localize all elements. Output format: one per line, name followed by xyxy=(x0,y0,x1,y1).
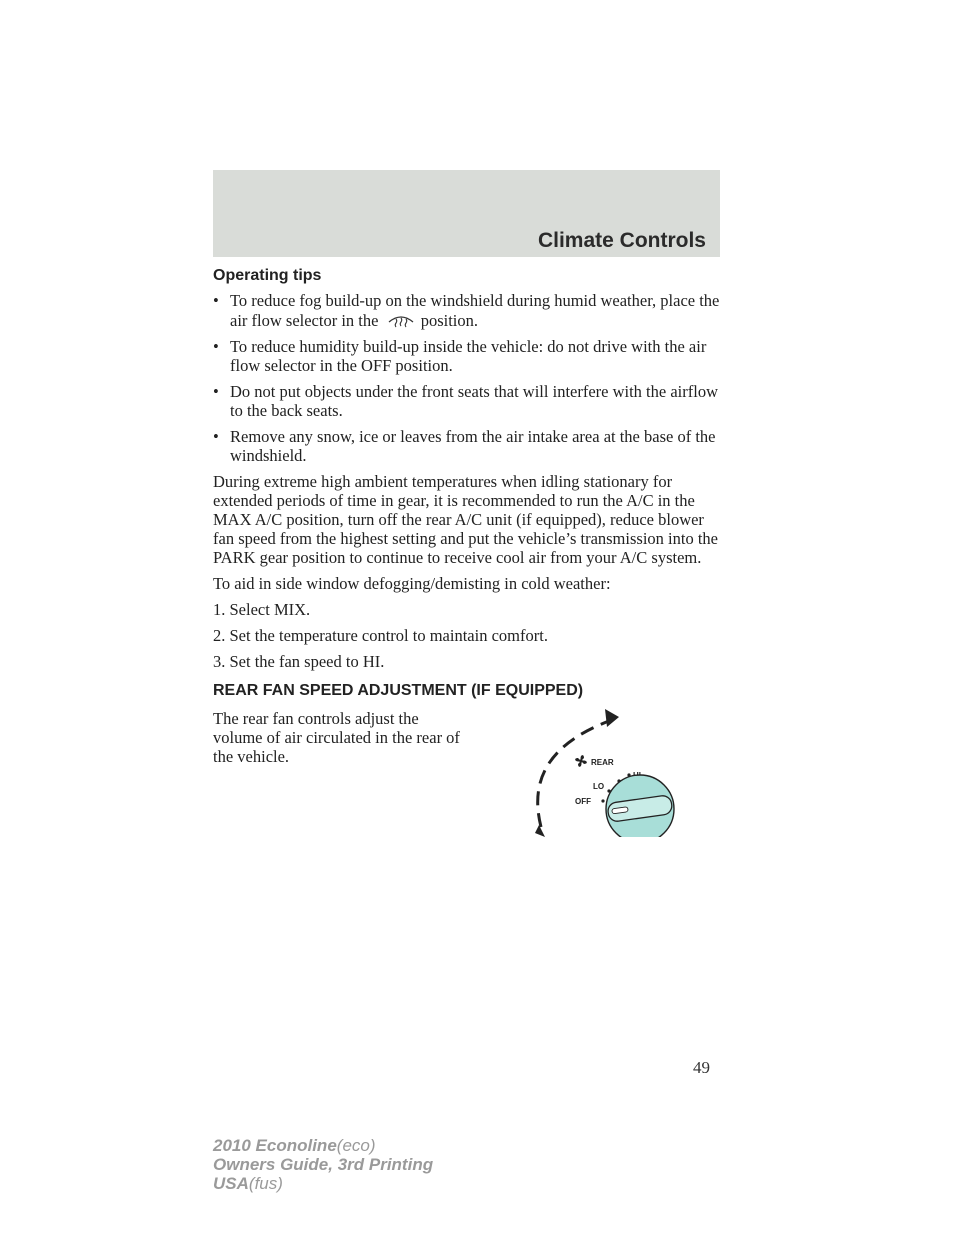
rear-fan-knob-illustration xyxy=(531,707,691,837)
fan-icon xyxy=(575,755,587,767)
footer: 2010 Econoline(eco) Owners Guide, 3rd Printing USA(fus) xyxy=(213,1136,434,1193)
page-content xyxy=(213,266,723,849)
rotation-arrow-arc xyxy=(538,721,609,827)
section-title: Climate Controls xyxy=(537,229,706,252)
section-header-band xyxy=(213,170,720,257)
operating-tips-heading: Operating tips xyxy=(213,267,322,284)
list-item: • To reduce humidity build-up inside the vehicle: do not drive with the air flow selector in the OFF position. xyxy=(213,337,723,375)
step-3: 3. Set the fan speed to HI. xyxy=(213,652,385,671)
list-item: • To reduce fog build-up on the windshield during humid weather, place the air flow selector in the position. xyxy=(213,291,723,330)
rotation-arrow-head xyxy=(605,709,619,727)
list-item: • Remove any snow, ice or leaves from the air intake area at the base of the windshield. xyxy=(213,427,723,465)
step-1: 1. Select MIX. xyxy=(213,600,311,619)
rear-fan-description: The rear fan controls adjust the volume of air circulated in the rear of the vehicle. xyxy=(213,709,460,766)
knob-label-rear: REAR xyxy=(591,758,614,767)
tips-list xyxy=(213,291,723,465)
defog-paragraph: To aid in side window defogging/demisting in cold weather: xyxy=(213,574,611,593)
rear-fan-heading: REAR FAN SPEED ADJUSTMENT (IF EQUIPPED) xyxy=(213,682,584,699)
knob-label-off: OFF xyxy=(575,797,591,806)
defrost-icon xyxy=(385,310,417,328)
rear-fan-section xyxy=(213,709,723,849)
list-item: • Do not put objects under the front seats that will interfere with the airflow to the back seats. xyxy=(213,382,723,420)
knob-label-lo: LO xyxy=(593,782,605,791)
extreme-temperature-paragraph: During extreme high ambient temperatures when idling stationary for extended periods of time in gear, it is recommended to run the A/C in the MAX A/C position, turn off the rear A/C unit (if equipped), reduce blower fan speed from the highest setting and put the vehicle’s transmission into the PARK gear position to continue to receive cool air from your A/C system. xyxy=(213,472,718,567)
step-2: 2. Set the temperature control to maintain comfort. xyxy=(213,626,548,645)
page-number: 49 xyxy=(693,1058,710,1077)
